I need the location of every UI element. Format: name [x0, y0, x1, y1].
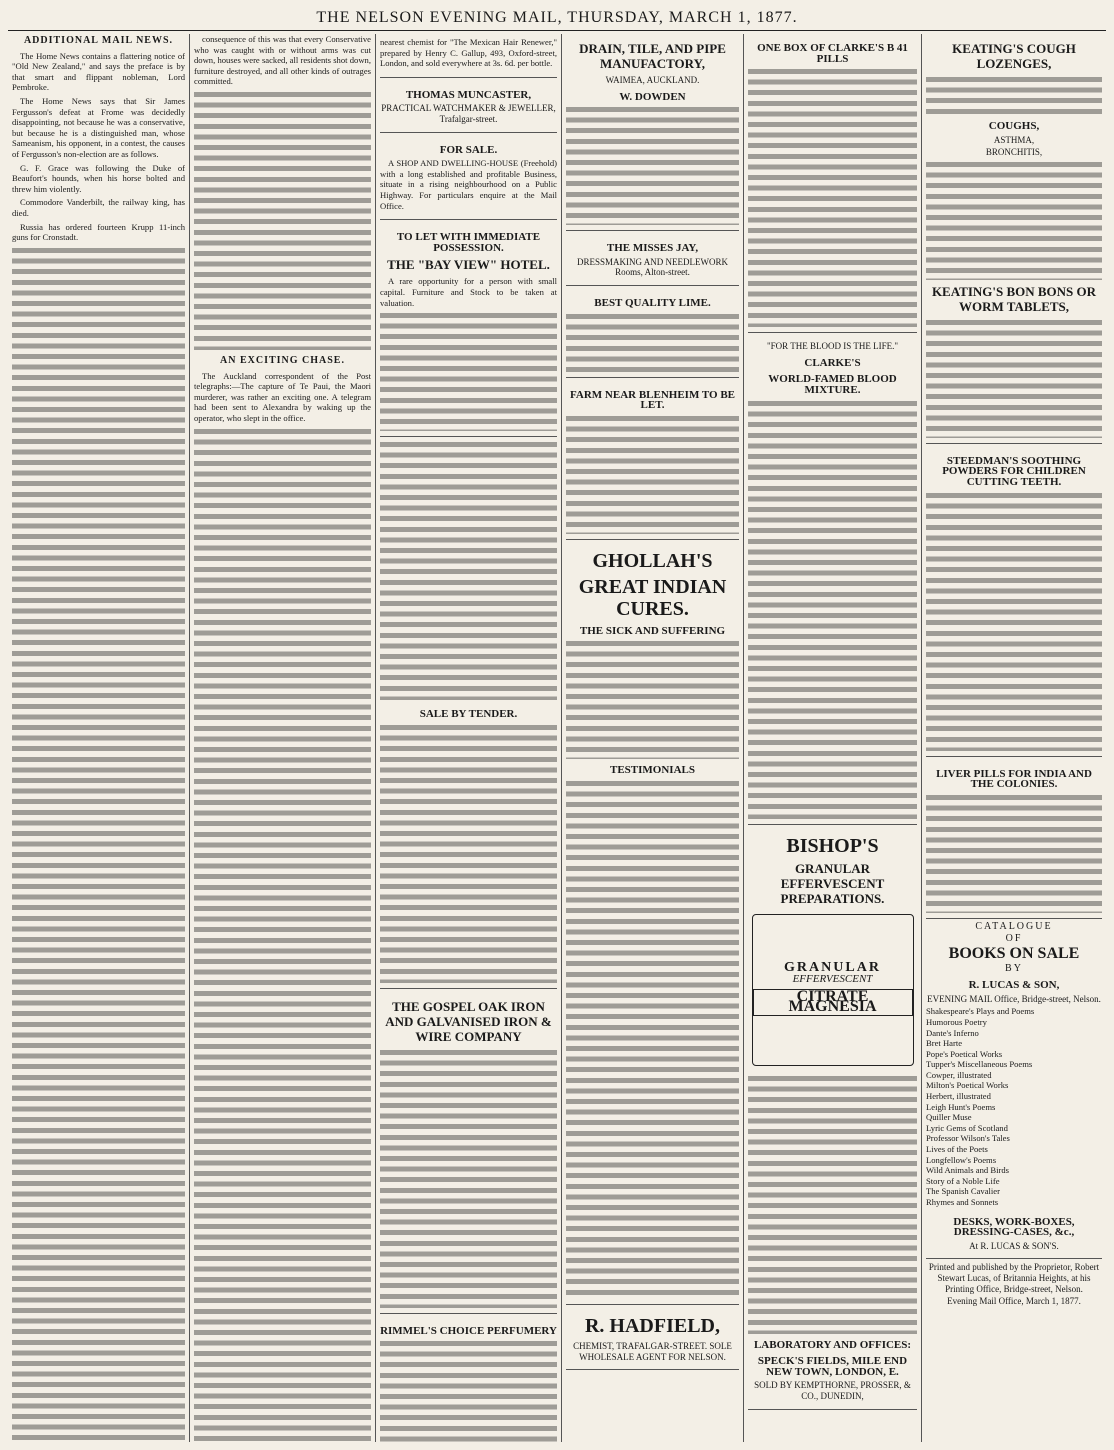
columns [8, 34, 1106, 1442]
body-text [748, 67, 917, 327]
advert-heading: WORLD-FAMED BLOOD MIXTURE. [768, 373, 897, 396]
body-text [194, 90, 371, 350]
body-text [380, 723, 557, 983]
paragraph: G. F. Grace was following the Duke of Beaufort's hounds, when his horse bolted and threw him violently. [12, 162, 185, 194]
catalogue-heading: OF [1005, 933, 1023, 945]
advert-heading: STEEDMAN'S SOOTHING POWDERS FOR CHILDREN CUTTING TEETH. [942, 454, 1086, 488]
paragraph: Commodore Vanderbilt, the railway king, has died. [12, 197, 185, 218]
advert-heading: THE GOSPEL OAK IRON AND GALVANISED IRON & WIRE COMPANY [385, 998, 552, 1044]
catalogue-books [926, 922, 1102, 1307]
footer-date: Evening Mail Office, March 1, 1877. [947, 1296, 1081, 1307]
catalogue-title: Leigh Hunt's Poems [926, 1101, 996, 1112]
advert-subheading: BRONCHITIS, [985, 147, 1043, 158]
advert-gospel-oak [380, 992, 557, 1314]
body-text [748, 1074, 917, 1334]
body-text [926, 793, 1102, 913]
catalogue-title: Longfellow's Poems [926, 1154, 997, 1165]
body-text [380, 311, 557, 431]
body-text [566, 414, 739, 534]
advert-hotel [380, 223, 557, 437]
catalogue-heading: CATALOGUE [975, 920, 1053, 932]
advert-misses-jay [566, 234, 739, 286]
advert-heading: COUGHS, [988, 120, 1040, 132]
paragraph: Russia has ordered fourteen Krupp 11-inch guns for Cronstadt. [12, 221, 185, 243]
label-text: CITRATE MAGNESIA [753, 989, 913, 1016]
body-text [380, 440, 557, 700]
body-text [926, 75, 1102, 115]
column-2 [189, 34, 375, 1442]
advert-drain [566, 34, 739, 231]
body-text [566, 312, 739, 372]
advert-subheading: LABORATORY AND OFFICES: [753, 1338, 912, 1351]
advert-desks [926, 1208, 1102, 1260]
advert-liver-pills [926, 760, 1102, 919]
testimonials-heading: TESTIMONIALS [610, 764, 695, 777]
advert-heading: GHOLLAH'S [592, 549, 713, 572]
catalogue-title: Story of a Noble Life [926, 1175, 1000, 1186]
catalogue-title: Cowper, illustrated [926, 1069, 992, 1080]
advert-for-sale [380, 136, 557, 221]
section-title-chase: AN EXCITING CHASE. [220, 354, 345, 366]
section-title-mail-news: ADDITIONAL MAIL NEWS. [23, 35, 174, 46]
footer-imprint: Printed and published by the Proprietor, Robert Stewart Lucas, of Britannia Heights, at his Printing Office, Bridge-street, Nelson. [928, 1262, 1100, 1294]
advert-farm [566, 381, 739, 540]
advert-sale-by-tender [380, 700, 557, 989]
citrate-magnesia-label [752, 914, 914, 1066]
advert-heading: ONE BOX OF CLARKE'S B 41 PILLS [757, 42, 908, 65]
column-3 [375, 34, 561, 1442]
masthead: THE NELSON EVENING MAIL, THURSDAY, MARCH 1, 1877. [8, 6, 1106, 31]
catalogue-title: Professor Wilson's Tales [926, 1133, 1010, 1144]
advert-hair-renewer [380, 34, 557, 78]
advert-subheading: PRACTICAL WATCHMAKER & JEWELLER, Trafalgar-street. [381, 103, 556, 124]
advert-subheading: SOLD BY KEMPTHORNE, PROSSER, & CO., DUNEDIN, [754, 1380, 911, 1401]
body-text [926, 318, 1102, 438]
advert-bishop [748, 828, 917, 1410]
catalogue-heading: BY [1005, 962, 1023, 974]
catalogue-title: Tupper's Miscellaneous Poems [926, 1059, 1033, 1070]
paragraph: The Home News contains a flattering notice of "Old New Zealand," and says the preface is by that smart and flippant nobleman, Lord Pembroke. [12, 50, 185, 93]
advert-subheading: ASTHMA, [993, 134, 1035, 145]
advert-heading: BEST QUALITY LIME. [594, 296, 711, 309]
advert-subheading: CHEMIST, TRAFALGAR-STREET. SOLE WHOLESALE AGENT FOR NELSON. [573, 1340, 732, 1362]
advert-text: A rare opportunity for a person with small capital. Furniture and Stock to be taken at valuation. [380, 276, 557, 308]
advert-subheading: WAIMEA, AUCKLAND. [605, 75, 700, 85]
catalogue-title: The Spanish Cavalier [926, 1186, 1000, 1197]
advert-heading: TO LET WITH IMMEDIATE POSSESSION. [396, 231, 541, 254]
paragraph: consequence of this was that every Conservative who was caught with or without arms was cut down, houses were sacked, all residents shot down, furniture destroyed, and all other kinds of outrages committed. [194, 34, 371, 87]
body-text [926, 160, 1102, 280]
catalogue-title: Lyric Gems of Scotland [926, 1122, 1008, 1133]
advert-heading: R. HADFIELD, [584, 1314, 720, 1337]
advert-ghollah [566, 543, 739, 1305]
advert-clarke-pills [748, 34, 917, 333]
catalogue-title: Bret Harte [926, 1038, 963, 1049]
catalogue-heading: EVENING MAIL Office, Bridge-street, Nelson. [927, 993, 1101, 1004]
body-text [380, 1048, 557, 1308]
body-text [380, 1339, 557, 1442]
advert-text: nearest chemist for "The Mexican Hair Renewer," prepared by Henry C. Gallup, 493, Oxford-street, London, and sold everywhere at 3s. 6d. per bottle. [380, 37, 557, 69]
label-text: EFFERVESCENT [792, 972, 873, 985]
catalogue-title: Rhymes and Sonnets [926, 1197, 999, 1207]
advert-clarke-mixture [748, 336, 917, 824]
catalogue-title: Wild Animals and Birds [926, 1165, 1009, 1176]
body-text [194, 427, 371, 1442]
paragraph: The Home News says that Sir James Fergusson's defeat at Frome was decidedly disappointing, not because he was a conservative, but because he is a distinguished man, whose Sameanism, his opponent, in a contest, the causes of Fergusson's non-election are as follows. [12, 95, 185, 159]
body-text [566, 779, 739, 1299]
advert-heading: SALE BY TENDER. [419, 708, 518, 721]
advert-subheading: DRESSMAKING AND NEEDLEWORK Rooms, Alton-street. [577, 256, 728, 278]
catalogue-heading: At R. LUCAS & SON'S. [969, 1240, 1059, 1251]
body-text [926, 491, 1102, 751]
advert-text: A SHOP AND DWELLING-HOUSE (Freehold) with a long established and profitable Business, situate in a rising neighbourhood on a Public Highway. For particulars enquire at the Mail Office. [380, 158, 557, 211]
column-4 [561, 34, 743, 1442]
advert-heading: GREAT INDIAN CURES. [578, 575, 727, 620]
catalogue-heading: R. LUCAS & SON, [968, 979, 1060, 992]
catalogue-title: Dante's Inferno [926, 1027, 979, 1038]
body-text [566, 105, 739, 225]
catalogue-title: Pope's Poetical Works [926, 1048, 1003, 1059]
advert-lime [566, 289, 739, 378]
catalogue-title: Shakespeare's Plays and Poems [926, 1006, 1035, 1017]
label-text: GRANULAR [784, 960, 881, 976]
advert-name: W. DOWDEN [619, 90, 686, 103]
advert-heading: GRANULAR EFFERVESCENT PREPARATIONS. [780, 860, 885, 906]
advert-address: SPECK'S FIELDS, MILE END NEW TOWN, LONDON, E. [757, 1355, 908, 1378]
advert-heading: DRAIN, TILE, AND PIPE MANUFACTORY, [579, 41, 726, 71]
advert-heading: FOR SALE. [439, 143, 498, 156]
advert-keating [926, 34, 1102, 444]
catalogue-heading: BOOKS ON SALE [948, 944, 1080, 962]
paragraph: The Auckland correspondent of the Post telegraphs:—The capture of Te Paui, the Maori murderer, was rather an exciting one. A telegram had been sent to Alexandra by waking up the operator, who slept in the office. [194, 370, 371, 423]
column-6 [921, 34, 1106, 1442]
advert-muncaster [380, 81, 557, 133]
body-text [566, 639, 739, 759]
advert-heading: BISHOP'S [786, 834, 879, 857]
hotel-name: THE "BAY VIEW" HOTEL. [387, 257, 550, 273]
body-text [12, 246, 185, 1442]
catalogue-heading: DESKS, WORK-BOXES, DRESSING-CASES, &c., [953, 1215, 1075, 1239]
advert-steedman [926, 447, 1102, 757]
catalogue-title: Milton's Poetical Works [926, 1080, 1009, 1091]
catalogue-title: Herbert, illustrated [926, 1091, 991, 1102]
advert-hadfield [566, 1308, 739, 1370]
body-text [748, 399, 917, 819]
advert-heading: RIMMEL'S CHOICE PERFUMERY [380, 1324, 557, 1337]
column-5 [743, 34, 921, 1442]
advert-tagline: "FOR THE BLOOD IS THE LIFE." [766, 341, 899, 352]
catalogue-title: Lives of the Poets [926, 1144, 988, 1155]
advert-heading: THOMAS MUNCASTER, [405, 88, 532, 101]
catalogue-title: Quiller Muse [926, 1112, 972, 1123]
advert-rimmel [380, 1317, 557, 1442]
column-1 [8, 34, 189, 1442]
advert-heading: KEATING'S BON BONS OR WORM TABLETS, [931, 283, 1097, 314]
advert-heading: THE MISSES JAY, [606, 242, 699, 255]
advert-subheading: THE SICK AND SUFFERING [579, 624, 726, 637]
advert-heading: FARM NEAR BLENHEIM TO BE LET. [569, 388, 736, 412]
advert-heading: CLARKE'S [804, 356, 861, 369]
advert-heading: LIVER PILLS FOR INDIA AND THE COLONIES. [936, 767, 1092, 791]
advert-heading: KEATING'S COUGH LOZENGES, [952, 41, 1076, 71]
catalogue-title: Humorous Poetry [926, 1016, 987, 1027]
